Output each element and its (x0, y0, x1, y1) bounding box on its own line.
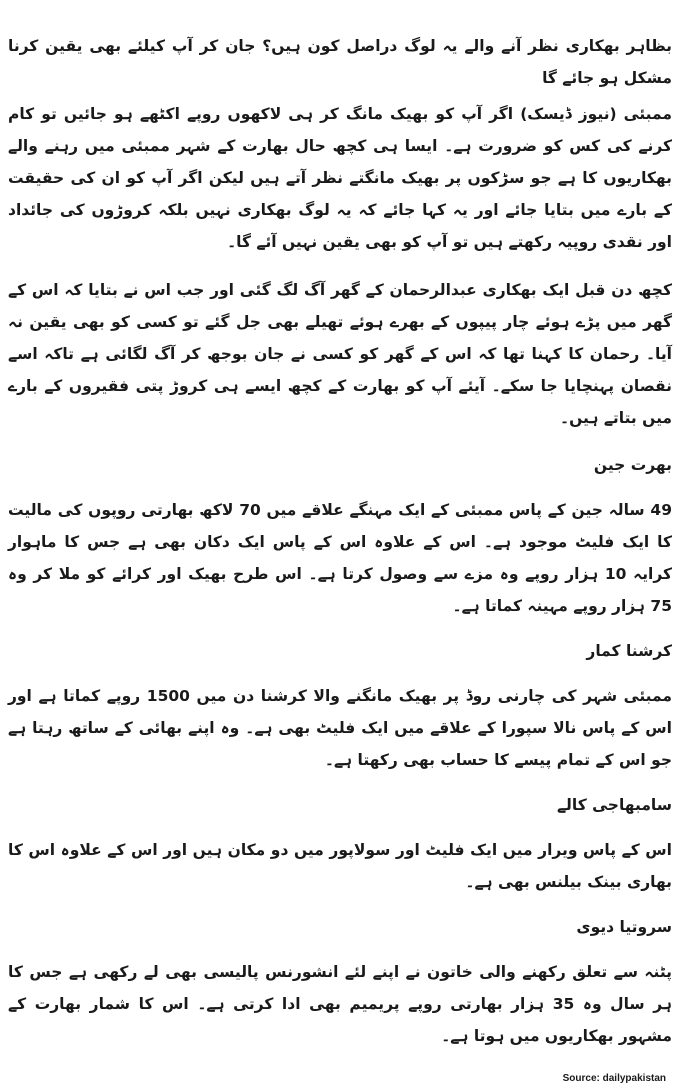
section-body: ممبئی شہر کی چارنی روڈ پر بھیک مانگنے والا کرشنا دن میں 1500 روپے کماتا ہے اور اس کے پاس نالا سپورا کے علاقے میں ایک فلیٹ بھی ہے۔ وہ اپنے بھائی کے ساتھ رہتا ہے جو اس کے تمام پیسے کا حساب بھی رکھتا ہے۔ (8, 687, 672, 769)
section-bharat-jain (8, 450, 672, 622)
section-sarvatiya-devi (8, 912, 672, 1052)
section-heading: بھرت جین (593, 456, 672, 474)
section-heading: سامبھاجی کالے (556, 796, 672, 814)
section-body: 49 سالہ جین کے پاس ممبئی کے ایک مہنگے علاقے میں 70 لاکھ بھارتی روپوں کی مالیت کا ایک فلیٹ موجود ہے۔ اس کے علاوہ اس کے پاس ایک دکان بھی ہے جس کا ماہوار کرایہ 10 ہزار روپے وہ مزے سے وصول کرتا ہے۔ اس طرح بھیک اور کرائے کو ملا کر وہ 75 ہزار روپے مہینہ کماتا ہے۔ (8, 501, 672, 615)
source-label: Source: (562, 1073, 600, 1084)
source-name: dailypakistan (602, 1073, 666, 1084)
section-heading: کرشنا کمار (586, 642, 672, 660)
section-body: اس کے پاس ویرار میں ایک فلیٹ اور سولاپور میں دو مکان ہیں اور اس کے علاوہ اس کا بھاری بینک بیلنس بھی ہے۔ (8, 841, 672, 891)
article-story: کچھ دن قبل ایک بھکاری عبدالرحمان کے گھر آگ لگ گئی اور جب اس نے بتایا کہ اس کے گھر میں پڑے ہوئے چار پیپوں کے بھرے ہوئے تھیلے بھی جل گئے تو کسی کو بھی یقین نہ آیا۔ رحمان کا کہنا تھا کہ اس کے گھر کو کسی نے جان بوجھ کر آگ لگائی ہے تاکہ اسے نقصان پہنچایا جا سکے۔ آیئے آپ کو بھارت کے کچھ ایسے ہی کروڑ پتی فقیروں کے بارے میں بتاتے ہیں۔ (8, 281, 672, 427)
section-sambhaji-kale (8, 790, 672, 898)
section-krishna-kumar (8, 636, 672, 776)
article-intro: ممبئی (نیوز ڈیسک) اگر آپ کو بھیک مانگ کر ہی لاکھوں روپے اکٹھے ہو جائیں تو کام کرنے کی کس کو ضرورت ہے۔ ایسا ہی کچھ حال بھارت کے شہر ممبئی میں رہنے والے بھکاریوں کا ہے جو سڑکوں پر بھیک مانگتے نظر آتے ہیں لیکن اگر آپ کو ان کی حقیقت کے بارے میں بتایا جائے اور یہ کہا جائے کہ یہ لوگ بھکاری نہیں بلکہ کروڑوں کی جائداد اور نقدی روپیہ رکھتے ہیں تو آپ کو بھی یقین نہیں آئے گا۔ (8, 105, 672, 251)
section-body: پٹنہ سے تعلق رکھنے والی خاتون نے اپنے لئے انشورنس پالیسی بھی لے رکھی ہے جس کا ہر سال وہ 35 ہزار بھارتی روپے پریمیم بھی ادا کرتی ہے۔ اس کا شمار بھارت کے مشہور بھکاریوں میں ہوتا ہے۔ (8, 963, 672, 1045)
article-lead: بظاہر بھکاری نظر آنے والے یہ لوگ دراصل کون ہیں؟ جان کر آپ کیلئے بھی یقین کرنا مشکل ہو جائے گا (8, 37, 672, 87)
section-heading: سروتیا دیوی (576, 918, 672, 936)
source-credit (563, 1073, 666, 1084)
